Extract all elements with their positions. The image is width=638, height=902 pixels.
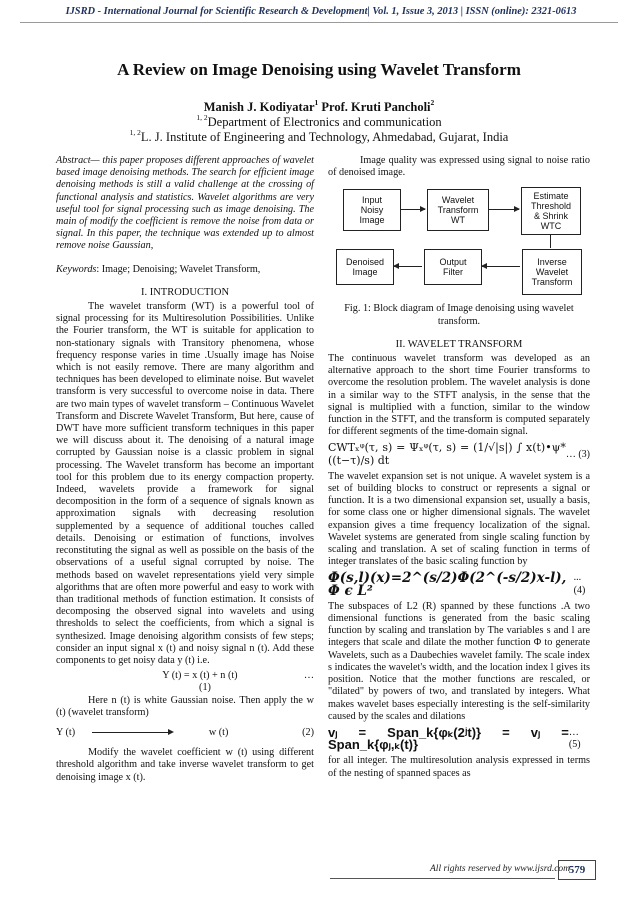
box-wavelet-transform	[427, 189, 489, 231]
box-output-filter	[424, 249, 482, 285]
intro-paragraph-2: Here n (t) is white Gaussian noise. Then apply the w (t) (wavelet transform)	[56, 694, 314, 718]
affil2-text: L. J. Institute of Engineering and Technology, Ahmedabad, Gujarat, India	[140, 130, 509, 144]
box-den-line2: Image	[352, 267, 378, 278]
eq3-number: … (3)	[565, 448, 590, 460]
line-estimate-down	[550, 234, 551, 248]
box-denoised-image	[336, 249, 394, 285]
box-inv-line2: Wavelet	[535, 267, 569, 278]
eq4-number: ...(4)	[573, 572, 586, 596]
eq1-text: Y (t) = x (t) + n (t)	[162, 670, 238, 682]
eq5-text: vⱼ = Span_k{φₖ(2ʲt)} = vⱼ = Span_k{φⱼ,ₖ(t)}	[328, 724, 569, 753]
author-2-sup: 2	[430, 98, 435, 107]
box-inv-line1: Inverse	[537, 257, 567, 268]
footer-rights: All rights reserved by www.ijsrd.com	[430, 864, 571, 874]
arrow-inverse-to-output	[482, 266, 520, 267]
eq2-left: Y (t)	[56, 726, 76, 738]
right-column	[328, 155, 590, 780]
paper-title: A Review on Image Denoising using Wavelet Transform	[117, 60, 521, 79]
keywords-text: : Image; Denoising; Wavelet Transform,	[96, 263, 261, 275]
eq2-mid: w (t)	[208, 726, 229, 738]
wavelet-paragraph-2: The wavelet expansion set is not unique. A wavelet system is a set of building blocks to construct or represents a signal or function. It is a two dimensional expansion set, usually a basis, for some class one or higher dimensional signals. The wavelet expansion gives a time frequency localization of the signal. Wavelet systems are generated from single scaling function by scaling and translation. A set of scaling function in terms of integer translates of the basic scaling function by	[328, 470, 590, 568]
eq1-number: (1)	[199, 682, 211, 694]
affiliation-institute	[0, 128, 638, 145]
journal-header: IJSRD - International Journal for Scientific Research & Development| Vol. 1, Issue 3, 2013 | ISSN (online): 2321-0613	[65, 6, 577, 17]
eq2-arrow	[92, 732, 172, 733]
box-est-line2: Threshold	[530, 201, 572, 212]
box-den-line1: Denoised	[345, 257, 385, 268]
affil2-sup: 1, 2	[129, 128, 141, 137]
eq1-dots: …	[303, 670, 314, 682]
equation-3	[328, 442, 590, 466]
author-1: Manish J. Kodiyatar	[203, 100, 315, 114]
box-input-line2: Noisy	[360, 205, 384, 216]
box-inv-line3: Transform	[531, 277, 573, 288]
arrow-wt-to-estimate	[489, 209, 519, 210]
box-wt-line2: Transform	[437, 205, 479, 216]
box-est-line1: Estimate	[533, 191, 569, 202]
box-out-line1: Output	[439, 257, 467, 268]
header-rule	[20, 22, 618, 23]
eq2-number: (2)	[302, 726, 314, 738]
eq4-text: Φ(s,l)(x)=2^(s/2)Φ(2^(-s/2)x-l), Φ ϵ L²	[328, 570, 567, 599]
box-est-line3: & Shrink	[533, 211, 568, 222]
box-input-noisy-image	[343, 189, 401, 231]
left-column	[56, 155, 314, 784]
wavelet-paragraph-3: The subspaces of L2 (R) spanned by these functions .A two dimensional functions is generated from the basic scaling function by scaling and translation by The variables s and l are integers that scale and dilate the mother function Φ to generate Wavelets, such as a Daubechies wavelet family. The scale index s indicates the wavelet's width, and the location index l gives its position. Notice that the mother functions are rescaled, or "dilated" by powers of two, and translated by integers. What makes wavelet bases especially interesting is the self-similarity caused by the scales and dilations	[328, 600, 590, 722]
intro-paragraph-1: The wavelet transform (WT) is a powerful tool of signal processing for its Multiresolution Possibilities. Unlike the Fourier transform, the WT is suitable for application to non-stationary signals with Transitory phenomena, whose frequency response varies in time .Usually image has Noise which is not easily remove. There are many algorithm and techniques has been developed to eliminate noise. But wavelet transform is very successful to overcome noise in data. There are two main types of wavelet transform – Continuous Wavelet Transform and Discrete Wavelet Transform, But here, cause of DWT have more sufficient transform techniques in this paper we will discuss about it. The denoising of a natural image corrupted by Gaussian noise is a classic problem in signal processing. The Wavelet transform has become an important tool for this problem due to its energy compaction property. Indeed, wavelets provide a framework for signal decomposition in the form of a sequence of signals known as approximation signals with decreasing resolution supplemented by a sequence of additional touches called details. Denoising or estimation of functions, involves reconstituting the signal as well as possible on the basis of the observations of a useful signal corrupted by noise. The methods based on wavelet representations yield very simple algorithms that are often more powerful and easy to work with than traditional methods of function estimation. It consists of decomposing the observed signal into wavelets and using thresholds to select the coefficients, from which a signal is synthesized. Image denoising algorithm consists of few steps; consider an input signal x (t) and noisy signal n (t). Add these components to get noisy data y (t) i.e.	[56, 301, 314, 666]
arrow-input-to-wt	[401, 209, 425, 210]
snr-paragraph: Image quality was expressed using signal to noise ratio of denoised image.	[328, 155, 590, 179]
keywords	[56, 264, 314, 276]
box-input-line1: Input	[361, 195, 383, 206]
box-est-line4: WTC	[540, 221, 562, 232]
box-estimate-threshold	[521, 187, 581, 235]
wavelet-paragraph-1: The continuous wavelet transform was developed as an alternative approach to the short time Fourier transforms to overcome the resolution problem. The wavelet analysis is done in a similar way to the STFT analysis, in the sense that the signal is multiplied with a function, similar to the window function in the STFT, and the transform is computed separately for different segments of the time-domain signal.	[328, 353, 590, 438]
keywords-label: Keywords	[56, 263, 97, 275]
box-wt-line1: Wavelet	[441, 195, 475, 206]
affil1-sup: 1, 2	[196, 113, 208, 122]
figure-caption: Fig. 1: Block diagram of Image denoising using wavelet transform.	[344, 303, 574, 327]
equation-1	[56, 670, 314, 682]
eq5-number: …(5)	[568, 726, 581, 751]
page-number: 579	[558, 860, 596, 880]
box-out-line2: Filter	[443, 267, 463, 278]
author-1-sup: 1	[314, 98, 319, 107]
affil1-text: Department of Electronics and communication	[207, 115, 442, 129]
author-2: Prof. Kruti Pancholi	[318, 100, 431, 114]
box-inverse-wavelet	[522, 249, 582, 295]
block-diagram	[328, 187, 590, 297]
abstract: Abstract— this paper proposes different approaches of wavelet based image denoising methods. The search for efficient image denoising methods is still a valid challenge at the crossing of functional analysis and statistics. Wavelet algorithms are very useful tool for signal processing such as image denoising. The main of modify the coefficient is remove the noise from data or signal. In this paper, the technique was extended up to almost remove noise Gaussian,	[56, 155, 314, 252]
equation-4	[328, 570, 590, 599]
box-wt-line3: WT	[451, 215, 465, 226]
intro-paragraph-3: Modify the wavelet coefficient w (t) using different threshold algorithm and take inverse wavelet transform to get denoising image x (t).	[56, 747, 314, 783]
eq3-text: CWTₓᵠ(τ, s) = Ψₓᵠ(τ, s) = (1/√|s|) ∫ x(t)•ψ*((t−τ)/s) dt	[328, 441, 566, 467]
section-heading-wavelet: II. WAVELET TRANSFORM	[395, 338, 523, 350]
box-input-line3: Image	[359, 215, 385, 226]
equation-2	[56, 727, 314, 739]
equation-5	[328, 724, 590, 753]
footer-rule	[330, 878, 555, 879]
section-heading-introduction: I. INTRODUCTION	[140, 286, 230, 298]
wavelet-paragraph-4: for all integer. The multiresolution analysis expressed in terms of the nesting of spanned spaces as	[328, 755, 590, 779]
arrow-output-to-denoised	[394, 266, 422, 267]
